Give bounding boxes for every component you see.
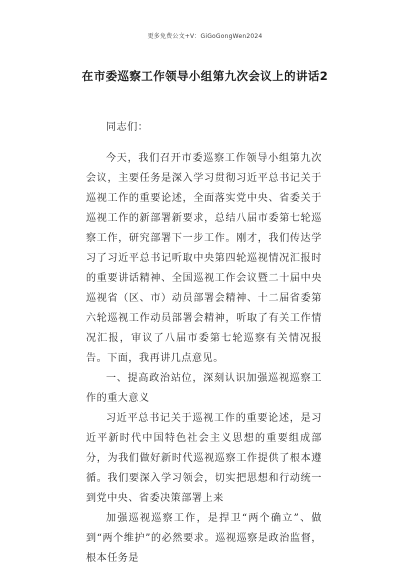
- paragraph-3: 加强巡视巡察工作，是捍卫“两个确立”、做到“两个维护”的必然要求。巡视巡察是政治监督，根本任务是: [86, 513, 322, 564]
- document-body: [86, 118, 322, 569]
- paragraph-2: 习近平总书记关于巡视工作的重要论述，是习近平新时代中国特色社会主义思想的重要组成部分，为我们做好新时代巡视巡察工作提供了根本遵循。我们要深入学习领会，切实把思想和行动统一到党中央、省委决策部署上来: [86, 413, 322, 504]
- section-heading-1: 一、提高政治站位，深刻认识加强巡视巡察工作的重大意义: [86, 373, 322, 404]
- document-title: 在市委巡察工作领导小组第九次会议上的讲话2: [81, 69, 329, 83]
- salutation: 同志们：: [106, 122, 149, 133]
- paragraph-intro: 今天，我们召开市委巡察工作领导小组第九次会议，主要任务是深入学习贯彻习近平总书记关于巡视工作的重要论述，全面落实党中央、省委关于巡视工作的新部署新要求，总结八届市委第七轮巡察工作，研究部署下一步工作。刚才，我们传达学习了习近平总书记听取中央第四轮巡视情况汇报时的重要讲话精神、全国巡视工作会议暨二十届中央巡视省（区、市）动员部署会精神、十二届省委第六轮巡视工作动员部署会精神，听取了有关工作情况汇报，审议了八届市委第七轮巡察有关情况报告。下面，我再讲几点意见。: [86, 153, 322, 364]
- header-note: 更多免费公文+V：GiGoGongWen2024: [147, 33, 263, 40]
